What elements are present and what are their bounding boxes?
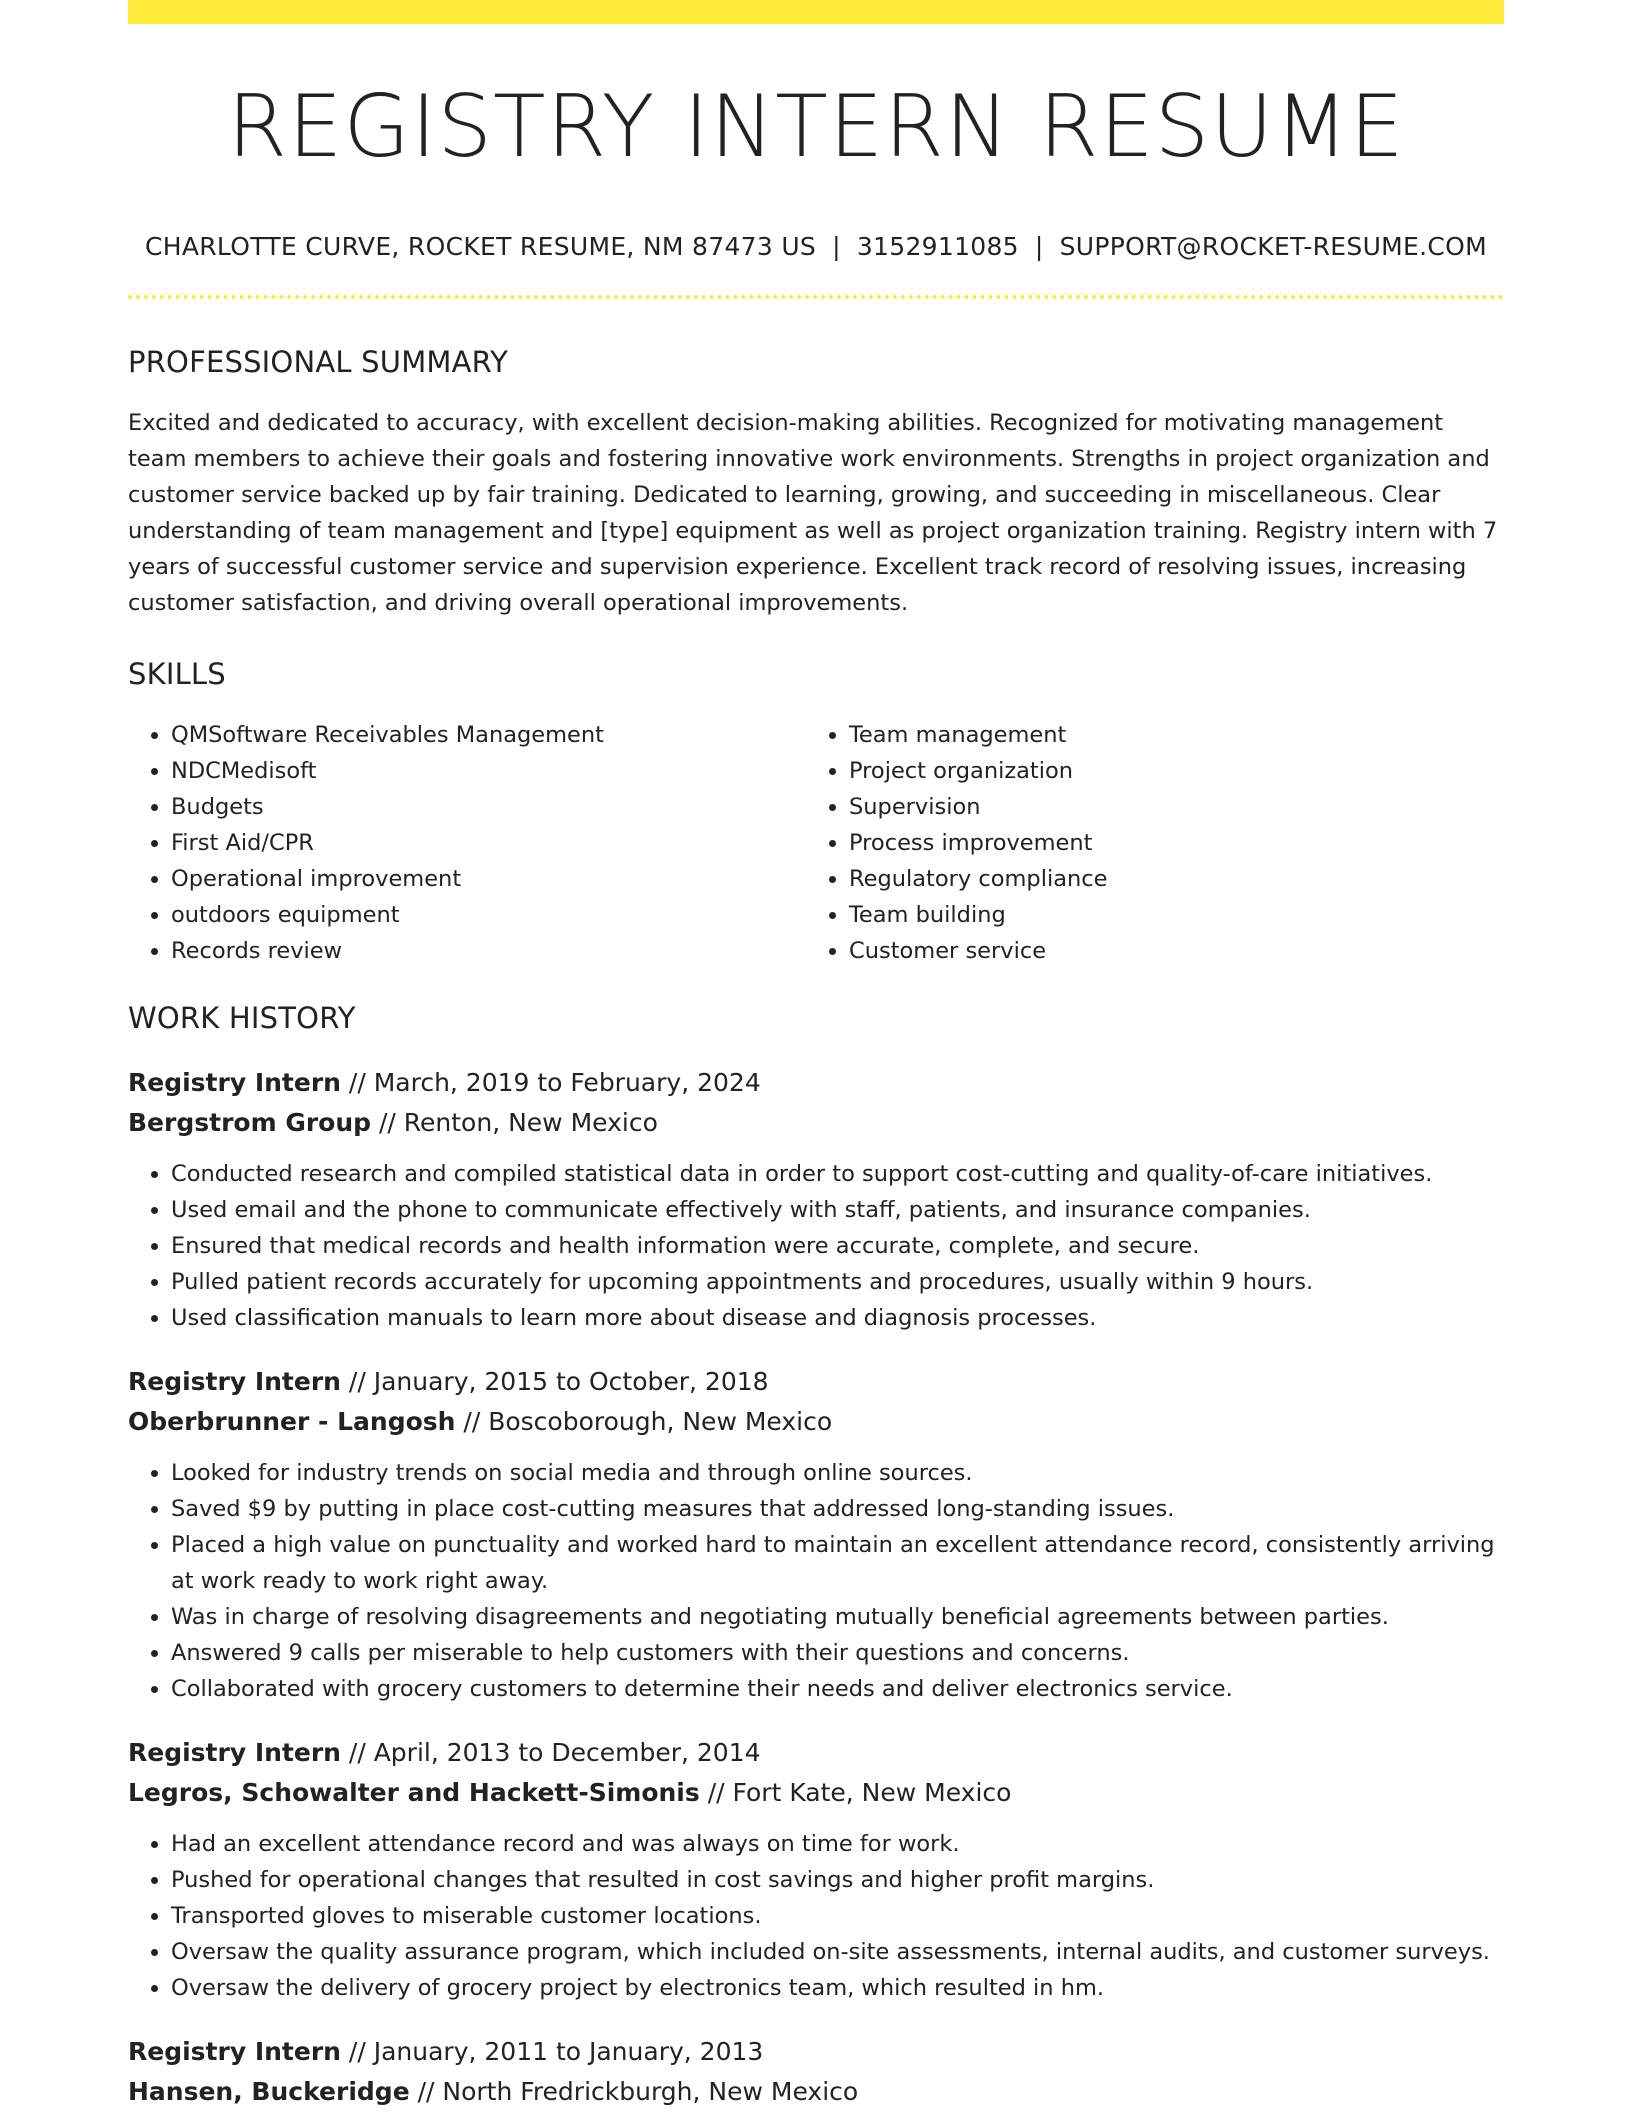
job-title-line: [128, 1362, 1504, 1402]
job-entry: [128, 1362, 1504, 1707]
work-history-heading: WORK HISTORY: [128, 1001, 356, 1035]
job-bullet: • Looked for industry trends on social media and through online sources.: [171, 1455, 1504, 1491]
resume-title: REGISTRY INTERN RESUME: [227, 77, 1405, 177]
skill-item: • Regulatory compliance: [849, 861, 1484, 897]
summary-heading: PROFESSIONAL SUMMARY: [128, 345, 509, 379]
job-bullet: • Conducted research and compiled statistical data in order to support cost-cutting and quality-of-care initiatives.: [171, 1156, 1504, 1192]
job-bullet: • Oversaw the delivery of grocery project by electronics team, which resulted in hm.: [171, 1970, 1504, 2006]
job-dates: // March, 2019 to February, 2024: [340, 1068, 761, 1097]
job-location: // Fort Kate, New Mexico: [699, 1778, 1012, 1807]
contact-address: CHARLOTTE CURVE, ROCKET RESUME, NM 87473 US: [144, 232, 817, 261]
summary-text: Excited and dedicated to accuracy, with excellent decision-making abilities. Recognized for motivating management team members to achieve their goals and fostering innovative work environments. Strengths in project organization and customer service backed up by fair training. Dedicated to learning, growing, and succeeding in miscellaneous. Clear understanding of team management and [type] equipment as well as project organization training. Registry intern with 7 years of successful customer service and supervision experience. Excellent track record of resolving issues, increasing customer satisfaction, and driving overall operational improvements.: [128, 410, 1498, 616]
job-title-line: [128, 1063, 1504, 1103]
contact-line: [128, 232, 1504, 261]
job-bullets: [128, 1826, 1504, 2006]
skill-item: • QMSoftware Receivables Management: [171, 717, 806, 753]
contact-phone: 3152911085: [856, 232, 1019, 261]
contact-separator: |: [832, 232, 841, 261]
job-company-line: [128, 1103, 1504, 1143]
skill-item: • Process improvement: [849, 825, 1484, 861]
job-title: Registry Intern: [128, 1367, 341, 1396]
contact-separator: |: [1034, 232, 1044, 261]
job-bullet: • Collaborated with grocery customers to determine their needs and deliver electronics service.: [171, 1671, 1504, 1707]
skills-heading: SKILLS: [128, 657, 226, 691]
job-bullets: [128, 1455, 1504, 1707]
job-company-line: [128, 1773, 1504, 1813]
skills-list-left: [128, 717, 806, 969]
job-entry: [128, 1063, 1504, 1336]
job-dates: // January, 2015 to October, 2018: [340, 1367, 769, 1396]
job-bullet: • Placed a high value on punctuality and worked hard to maintain an excellent attendance record, consistently arriving at work ready to work right away.: [171, 1527, 1504, 1599]
skill-item: • First Aid/CPR: [171, 825, 806, 861]
skill-item: • outdoors equipment: [171, 897, 806, 933]
skills-list-right: [806, 717, 1484, 969]
job-bullet: • Used email and the phone to communicate effectively with staff, patients, and insurance companies.: [171, 1192, 1504, 1228]
accent-bar: [128, 0, 1504, 24]
skill-item: • NDCMedisoft: [171, 753, 806, 789]
dotted-divider: [128, 295, 1504, 299]
job-location: // Boscoborough, New Mexico: [455, 1407, 833, 1436]
skill-item: • Project organization: [849, 753, 1484, 789]
job-bullet: • Transported gloves to miserable customer locations.: [171, 1898, 1504, 1934]
job-company-line: [128, 1402, 1504, 1442]
skill-item: • Operational improvement: [171, 861, 806, 897]
job-bullet: • Answered 9 calls per miserable to help customers with their questions and concerns.: [171, 1635, 1504, 1671]
job-bullet: • Oversaw the quality assurance program, which included on-site assessments, internal audits, and customer surveys.: [171, 1934, 1504, 1970]
skill-item: • Customer service: [849, 933, 1484, 969]
job-bullet: • Pushed for operational changes that resulted in cost savings and higher profit margins.: [171, 1862, 1504, 1898]
resume-page: [128, 0, 1504, 2112]
skill-item: • Team building: [849, 897, 1484, 933]
contact-email: SUPPORT@ROCKET-RESUME.COM: [1059, 232, 1487, 261]
job-title-line: [128, 2032, 1504, 2072]
job-bullet: • Saved $9 by putting in place cost-cutting measures that addressed long-standing issues.: [171, 1491, 1504, 1527]
job-bullet: • Ensured that medical records and health information were accurate, complete, and secure.: [171, 1228, 1504, 1264]
job-entry: [128, 1733, 1504, 2006]
skill-item: • Team management: [849, 717, 1484, 753]
skills-columns: [128, 717, 1504, 969]
job-title: Registry Intern: [128, 1738, 341, 1767]
job-title: Registry Intern: [128, 1068, 341, 1097]
skill-item: • Budgets: [171, 789, 806, 825]
skill-item: • Supervision: [849, 789, 1484, 825]
job-bullets: [128, 1156, 1504, 1336]
job-company: Hansen, Buckeridge: [128, 2077, 410, 2106]
job-company: Bergstrom Group: [128, 1108, 372, 1137]
job-company-line: [128, 2072, 1504, 2112]
job-bullet: • Used classification manuals to learn more about disease and diagnosis processes.: [171, 1300, 1504, 1336]
job-dates: // April, 2013 to December, 2014: [340, 1738, 761, 1767]
skill-item: • Records review: [171, 933, 806, 969]
job-entry: [128, 2032, 1504, 2112]
job-company: Oberbrunner - Langosh: [128, 1407, 456, 1436]
job-dates: // January, 2011 to January, 2013: [340, 2037, 764, 2066]
job-title: Registry Intern: [128, 2037, 341, 2066]
job-title-line: [128, 1733, 1504, 1773]
job-company: Legros, Schowalter and Hackett-Simonis: [128, 1778, 700, 1807]
job-bullet: • Had an excellent attendance record and was always on time for work.: [171, 1826, 1504, 1862]
job-location: // North Fredrickburgh, New Mexico: [409, 2077, 859, 2106]
job-bullet: • Pulled patient records accurately for upcoming appointments and procedures, usually within 9 hours.: [171, 1264, 1504, 1300]
job-bullet: • Was in charge of resolving disagreements and negotiating mutually beneficial agreements between parties.: [171, 1599, 1504, 1635]
job-location: // Renton, New Mexico: [371, 1108, 658, 1137]
